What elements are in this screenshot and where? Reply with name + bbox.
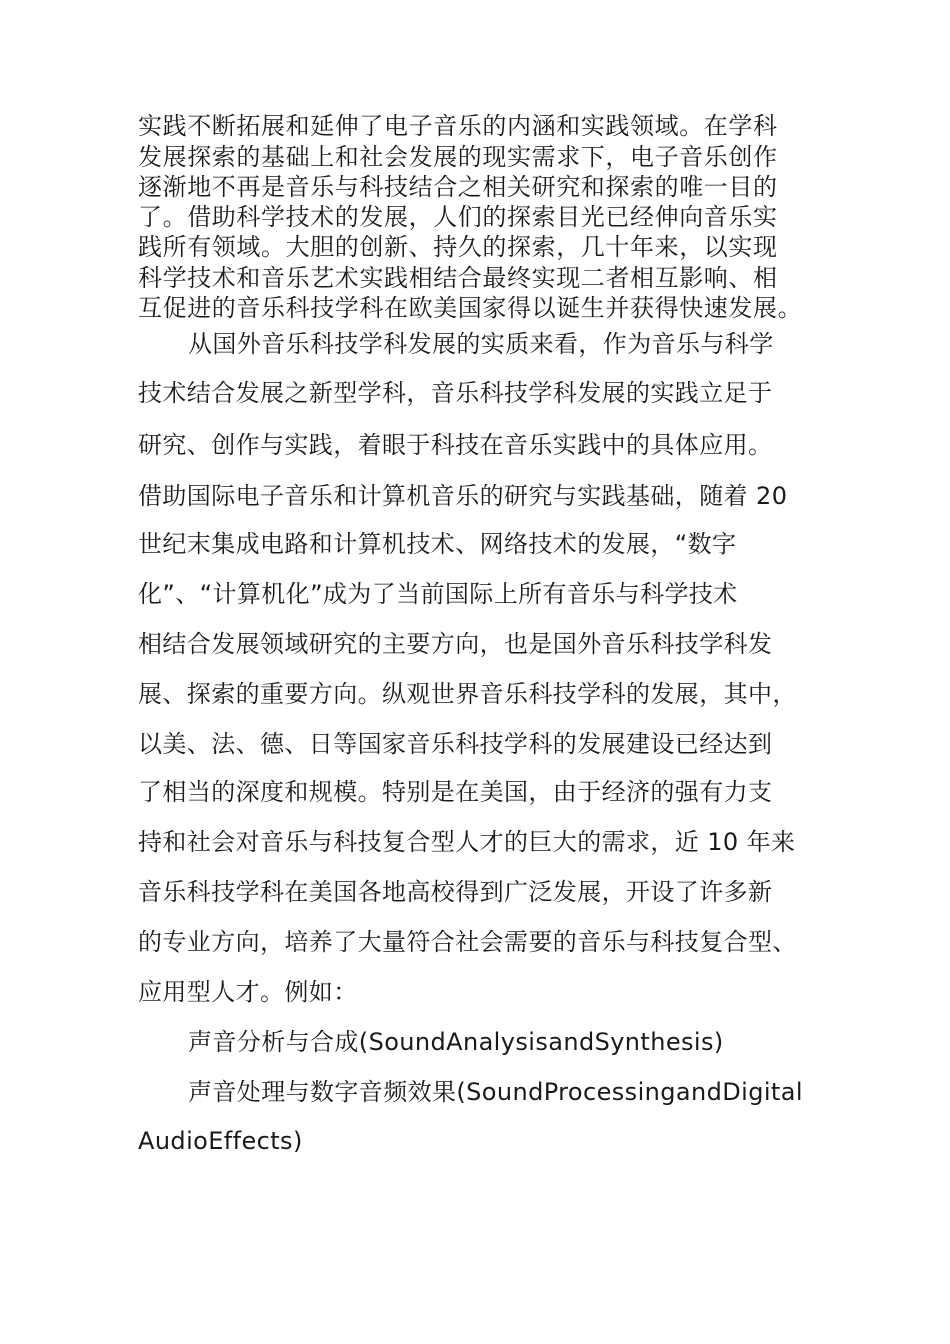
text-line: 的专业方向，培养了大量符合社会需要的音乐与科技复合型、 [138, 928, 797, 956]
list-item-sound-processing-cont: AudioEffects) [138, 1127, 303, 1155]
text-line: 应用型人才。例如： [138, 978, 358, 1006]
text-line: 世纪末集成电路和计算机技术、网络技术的发展，“数字 [138, 530, 737, 558]
text-line: 发展探索的基础上和社会发展的现实需求下，电子音乐创作 [138, 143, 778, 171]
text-line: 借助国际电子音乐和计算机音乐的研究与实践基础，随着 20 [138, 482, 788, 510]
text-line: 相结合发展领域研究的主要方向，也是国外音乐科技学科发 [138, 630, 773, 658]
text-line: 实践不断拓展和延伸了电子音乐的内涵和实践领域。在学科 [138, 112, 778, 140]
text-line: 逐渐地不再是音乐与科技结合之相关研究和探索的唯一目的 [138, 173, 778, 201]
list-item-sound-processing: 声音处理与数字音频效果(SoundProcessingandDigital [188, 1078, 803, 1106]
text-line: 展、探索的重要方向。纵观世界音乐科技学科的发展，其中， [138, 680, 797, 708]
text-line: 互促进的音乐科技学科在欧美国家得以诞生并获得快速发展。 [138, 294, 803, 322]
text-line: 践所有领域。大胆的创新、持久的探索，几十年来，以实现 [138, 233, 778, 261]
text-line: 持和社会对音乐与科技复合型人才的巨大的需求，近 10 年来 [138, 828, 796, 856]
text-line: 音乐科技学科在美国各地高校得到广泛发展，开设了许多新 [138, 878, 773, 906]
text-line: 以美、法、德、日等国家音乐科技学科的发展建设已经达到 [138, 730, 773, 758]
text-line: 了相当的深度和规模。特别是在美国，由于经济的强有力支 [138, 778, 773, 806]
list-item-sound-analysis: 声音分析与合成(SoundAnalysisandSynthesis) [188, 1028, 724, 1056]
text-line: 了。借助科学技术的发展，人们的探索目光已经伸向音乐实 [138, 203, 778, 231]
text-line: 技术结合发展之新型学科，音乐科技学科发展的实践立足于 [138, 379, 773, 407]
text-line: 科学技术和音乐艺术实践相结合最终实现二者相互影响、相 [138, 264, 778, 292]
text-line: 从国外音乐科技学科发展的实质来看，作为音乐与科学 [188, 330, 774, 358]
text-line: 研究、创作与实践，着眼于科技在音乐实践中的具体应用。 [138, 431, 773, 459]
text-line: 化”、“计算机化”成为了当前国际上所有音乐与科学技术 [138, 580, 738, 608]
